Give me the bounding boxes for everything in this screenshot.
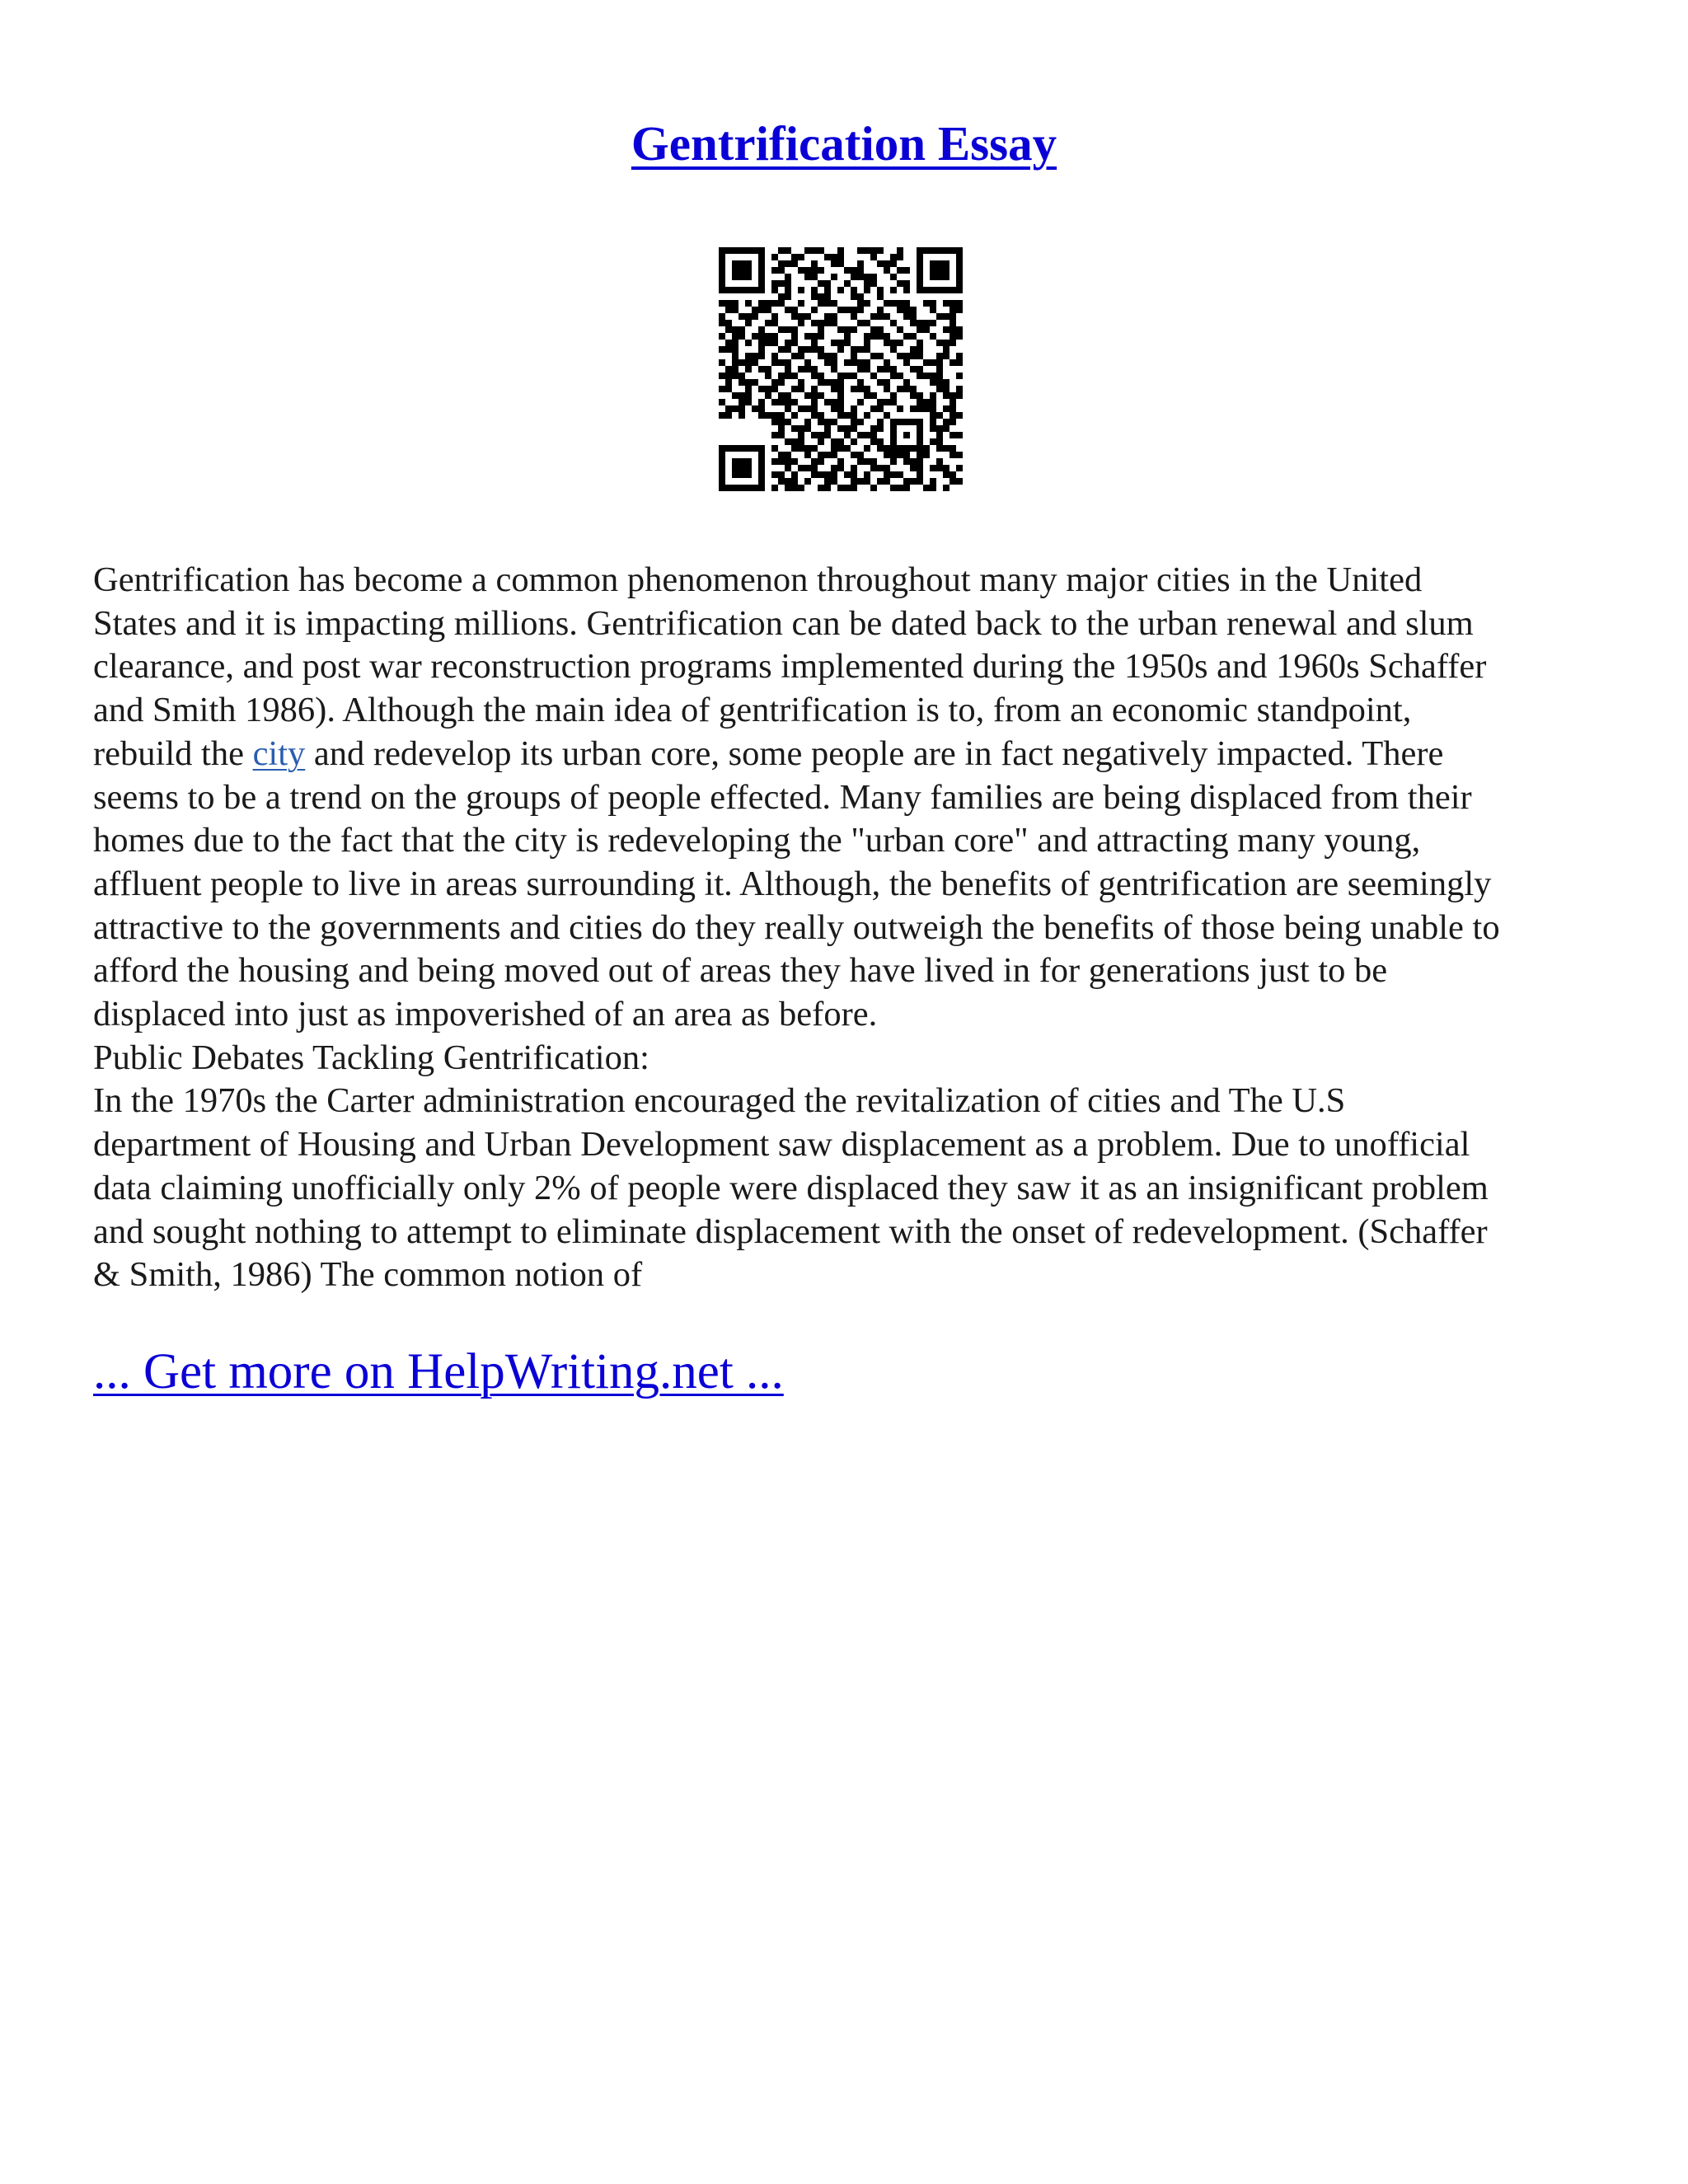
qr-code-icon — [719, 247, 963, 491]
more-link-container — [93, 1342, 784, 1403]
city-link[interactable]: city — [252, 733, 306, 773]
get-more-link[interactable]: ... Get more on HelpWriting.net ... — [93, 1344, 784, 1399]
body-line: and Smith 1986). Although the main idea of gentrification is to, from an economic standpoint, — [93, 691, 1412, 730]
essay-body — [93, 559, 1601, 1297]
title-link[interactable]: Gentrification Essay — [631, 116, 1057, 171]
body-line — [93, 733, 1601, 776]
body-line: afford the housing and being moved out of areas they have lived in for generations just to be — [93, 951, 1388, 991]
body-line: department of Housing and Urban Development saw displacement as a problem. Due to unofficial — [93, 1125, 1470, 1165]
body-line: clearance, and post war reconstruction programs implemented during the 1950s and 1960s Schaffer — [93, 647, 1487, 687]
body-line: and sought nothing to attempt to eliminate displacement with the onset of redevelopment. (Schaffer — [93, 1212, 1488, 1251]
body-line: States and it is impacting millions. Gentrification can be dated back to the urban renewal and slum — [93, 603, 1474, 643]
body-line: & Smith, 1986) The common notion of — [93, 1255, 643, 1295]
body-line: attractive to the governments and cities do they really outweigh the benefits of those being unable to — [93, 907, 1500, 947]
body-line: homes due to the fact that the city is redeveloping the "urban core" and attracting many young, — [93, 821, 1421, 860]
body-line: seems to be a trend on the groups of people effected. Many families are being displaced from their — [93, 777, 1472, 817]
body-line: affluent people to live in areas surrounding it. Although, the benefits of gentrification are seemingly — [93, 864, 1492, 903]
body-text-fragment: rebuild the — [93, 733, 253, 773]
section-heading: Public Debates Tackling Gentrification: — [93, 1038, 649, 1077]
body-line: In the 1970s the Carter administration encouraged the revitalization of cities and The U.S — [93, 1081, 1346, 1121]
body-line: data claiming unofficially only 2% of people were displaced they saw it as an insignificant problem — [93, 1168, 1489, 1207]
page-title — [0, 114, 1688, 173]
body-line: displaced into just as impoverished of an area as before. — [93, 995, 878, 1034]
body-text-fragment: and redevelop its urban core, some people are in fact negatively impacted. There — [305, 733, 1444, 773]
body-line: Gentrification has become a common phenomenon throughout many major cities in the United — [93, 560, 1423, 599]
